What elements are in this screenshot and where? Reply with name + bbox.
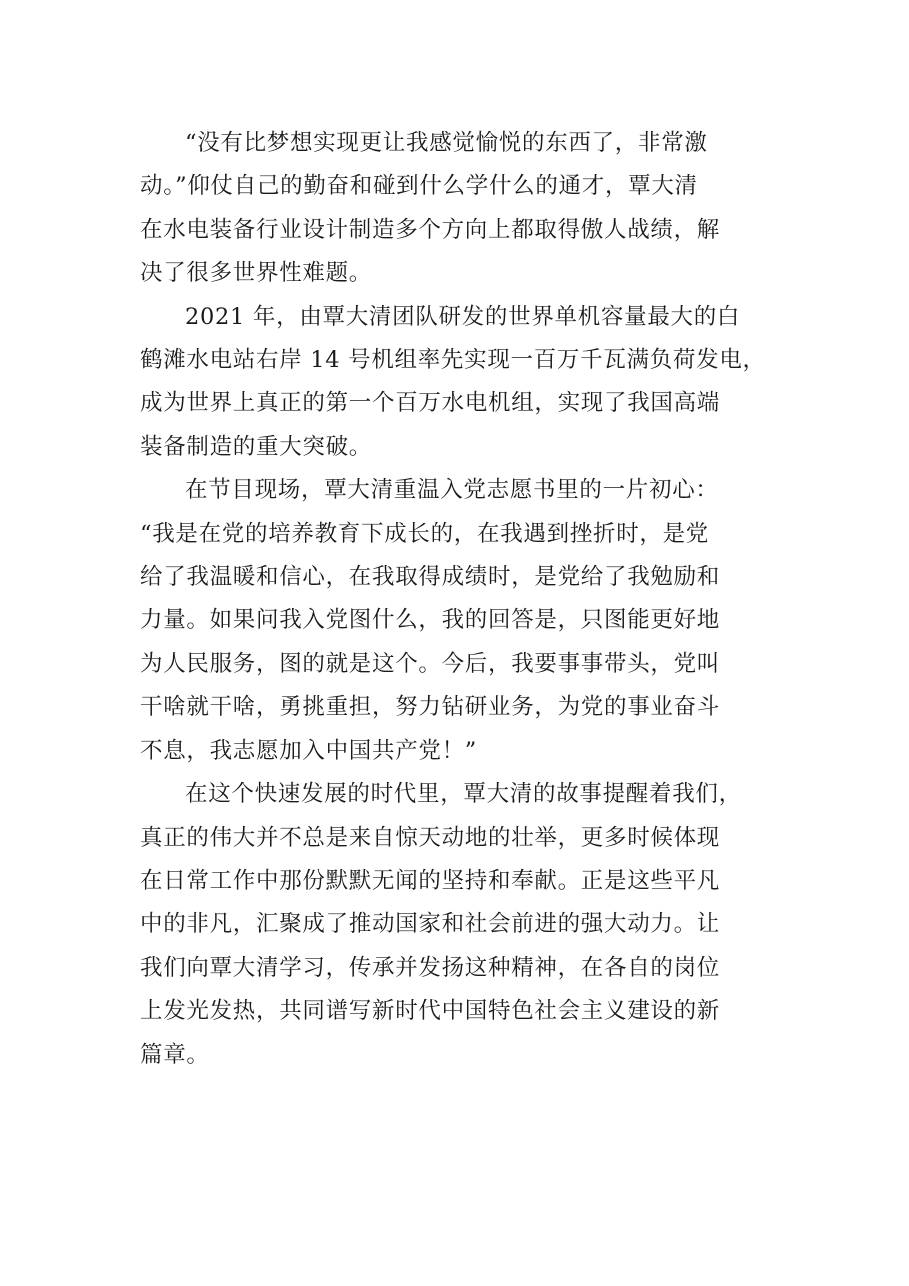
paragraph-line: 在节目现场，覃大清重温入党志愿书里的一片初心： (185, 477, 719, 504)
paragraph-line: 在日常工作中那份默默无闻的坚持和奉献。正是这些平凡 (140, 867, 721, 894)
paragraph-2 (140, 296, 770, 470)
paragraph-3 (140, 469, 770, 773)
document-body (140, 122, 770, 1077)
paragraph-line: 上发光发热，共同谱写新时代中国特色社会主义建设的新 (140, 998, 721, 1025)
paragraph-line: 篇章。 (140, 1041, 210, 1068)
paragraph-line: 给了我温暖和信心，在我取得成绩时，是党给了我勉励和 (140, 564, 721, 591)
paragraph-line: 真正的伟大并不总是来自惊天动地的壮举，更多时候体现 (140, 824, 721, 851)
paragraph-4 (140, 773, 770, 1077)
paragraph-line: 装备制造的重大突破。 (140, 433, 373, 460)
paragraph-line: 为人民服务，图的就是这个。今后，我要事事带头，党叫 (140, 650, 721, 677)
paragraph-line: 鹤滩水电站右岸 14 号机组率先实现一百万千瓦满负荷发电， (140, 347, 766, 374)
paragraph-line: “没有比梦想实现更让我感觉愉悦的东西了，非常激 (185, 130, 708, 156)
paragraph-line: 我们向覃大清学习，传承并发扬这种精神，在各自的岗位 (140, 954, 721, 981)
paragraph-line: 中的非凡，汇聚成了推动国家和社会前进的强大动力。让 (140, 911, 721, 938)
paragraph-line: 力量。如果问我入党图什么，我的回答是，只图能更好地 (140, 607, 721, 634)
paragraph-line: 在水电装备行业设计制造多个方向上都取得傲人战绩，解 (140, 216, 721, 243)
paragraph-line: 2021 年，由覃大清团队研发的世界单机容量最大的白 (185, 303, 741, 330)
paragraph-line: 在这个快速发展的时代里，覃大清的故事提醒着我们， (185, 781, 742, 808)
paragraph-line: 动。”仰仗自己的勤奋和碰到什么学什么的通才，覃大清 (140, 173, 698, 200)
paragraph-line: 决了很多世界性难题。 (140, 260, 373, 287)
paragraph-line: 干啥就干啥，勇挑重担，努力钻研业务，为党的事业奋斗 (140, 694, 721, 721)
paragraph-1 (140, 122, 770, 296)
paragraph-line: 不息，我志愿加入中国共产党！” (140, 737, 478, 764)
paragraph-line: 成为世界上真正的第一个百万水电机组，实现了我国高端 (140, 390, 721, 417)
paragraph-line: “我是在党的培养教育下成长的，在我遇到挫折时，是党 (140, 520, 710, 547)
